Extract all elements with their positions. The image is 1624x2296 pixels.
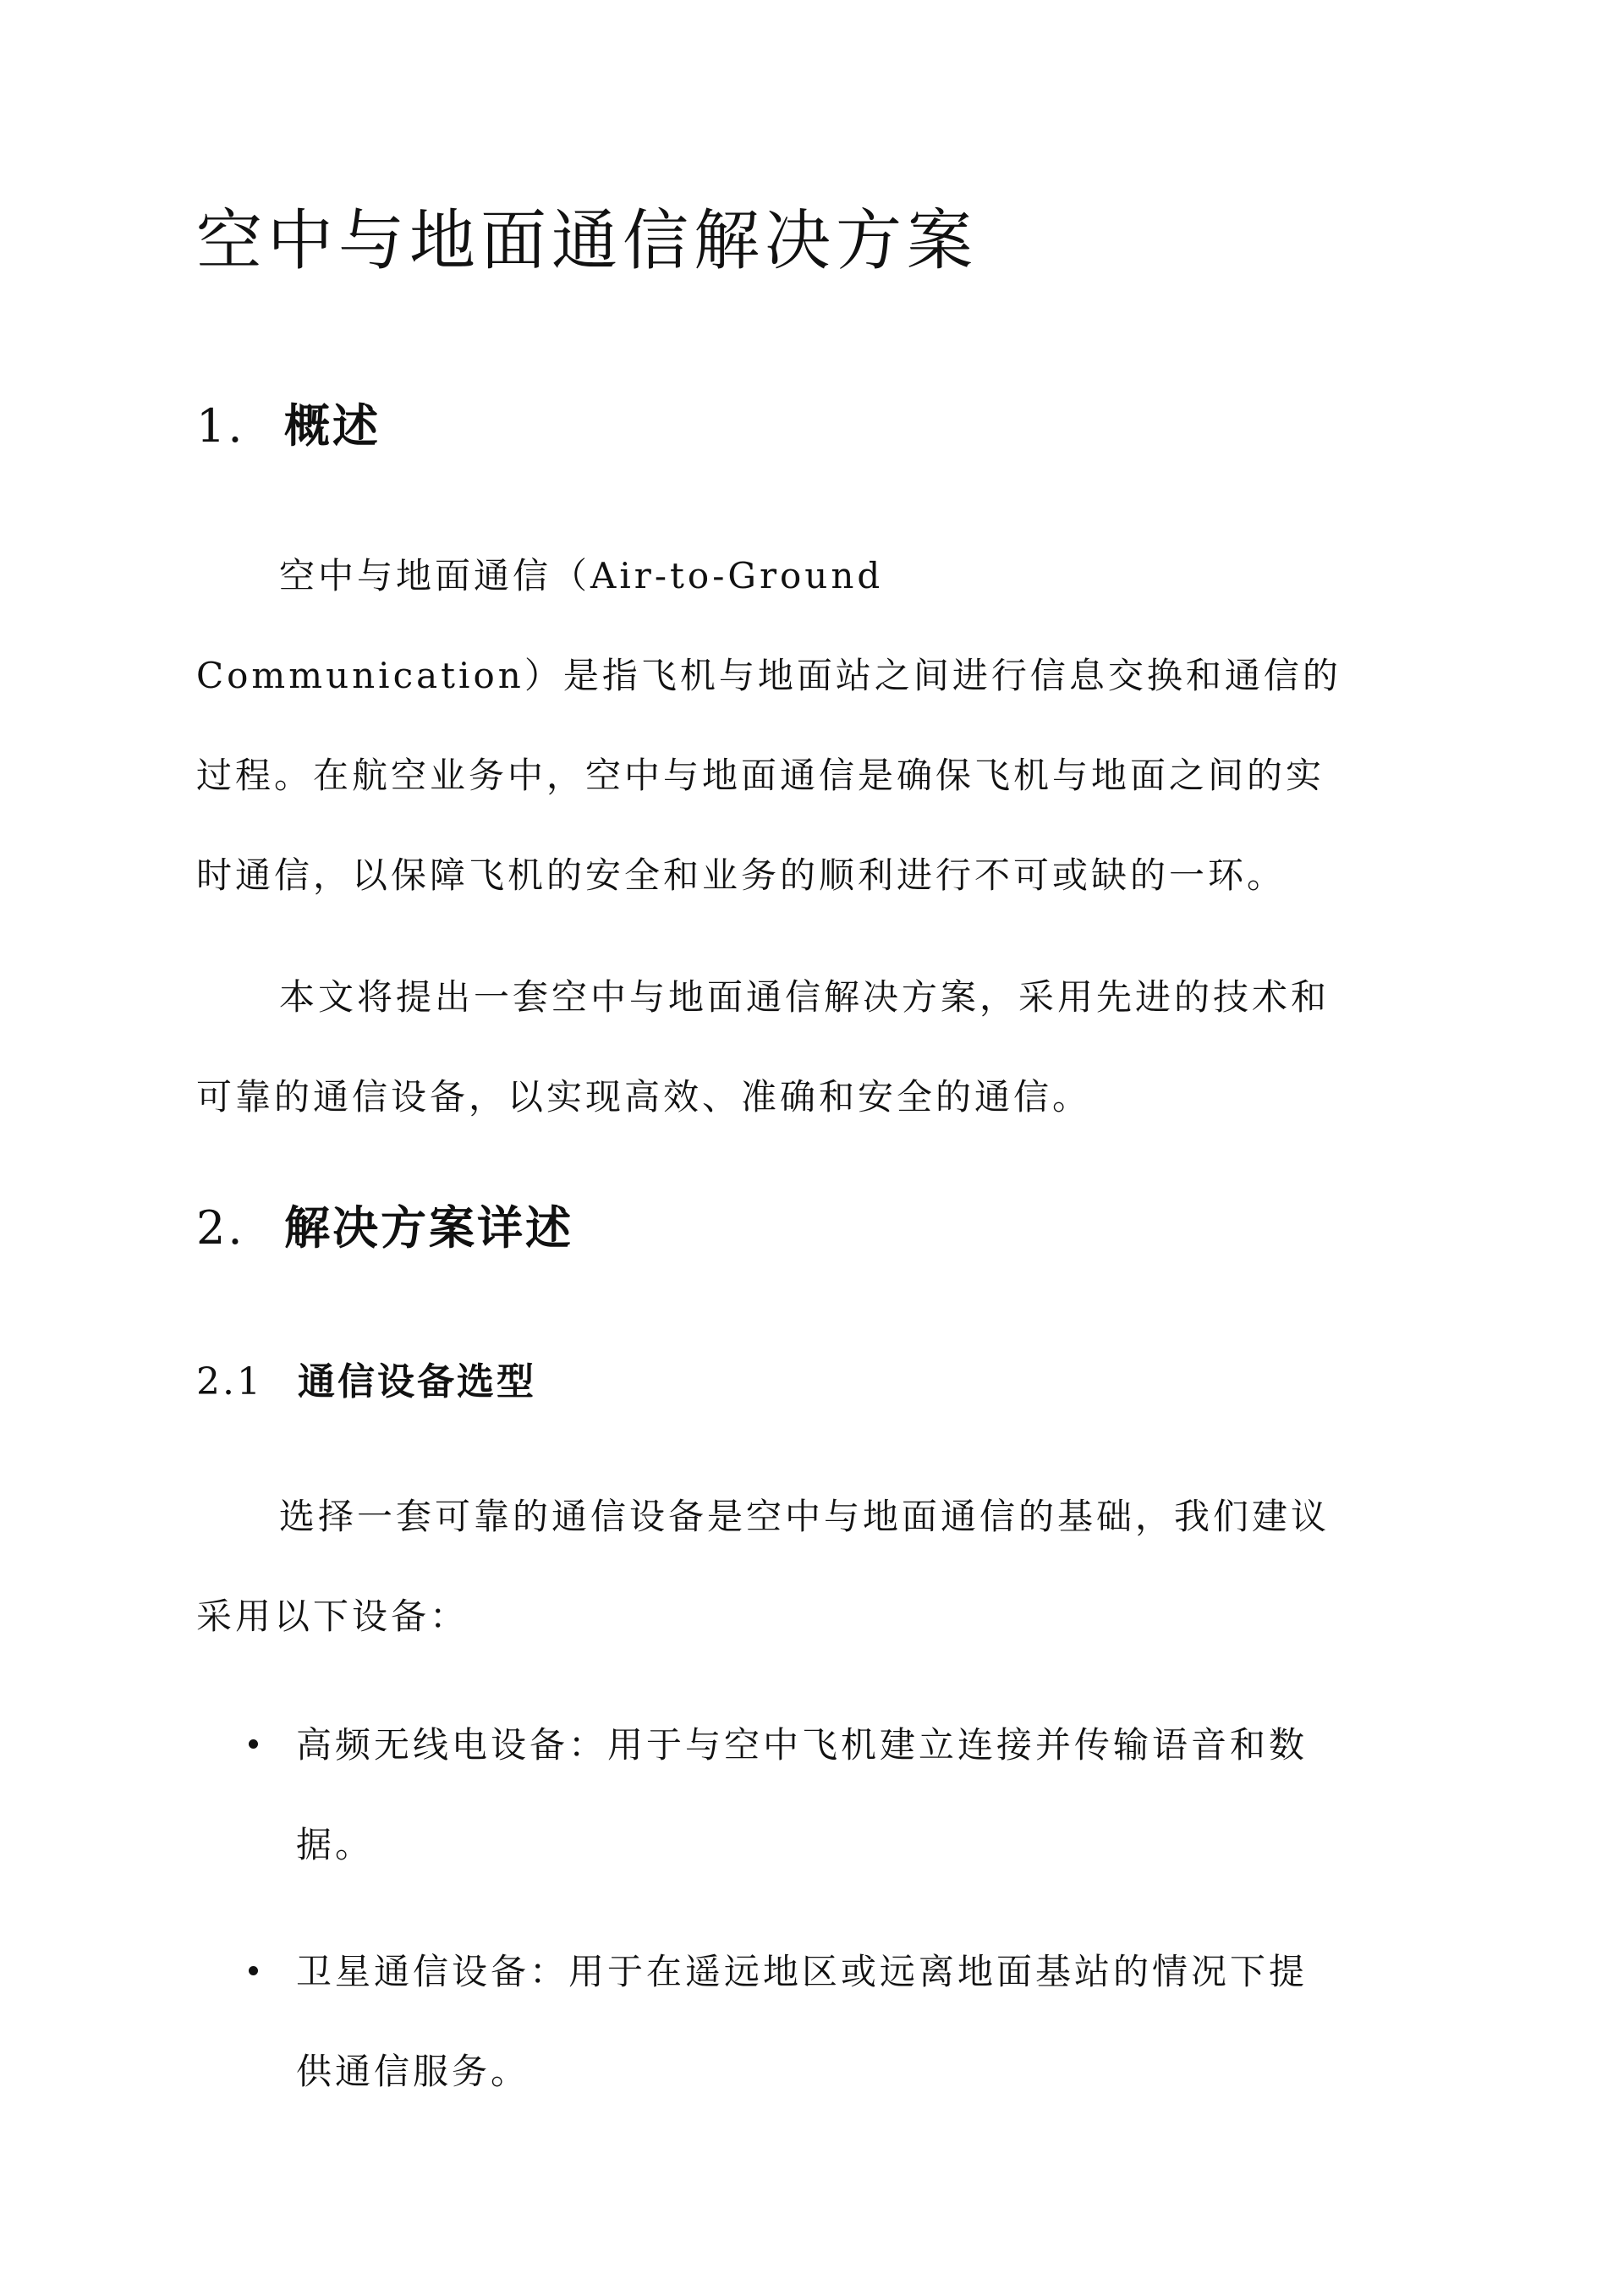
section-2-title: 解决方案详述 bbox=[284, 1200, 573, 1255]
list-item-text bbox=[296, 1695, 1440, 1895]
subsection-2-1-intro bbox=[196, 1467, 1440, 1667]
bullet-icon bbox=[249, 1966, 258, 1975]
section-1-paragraph-1 bbox=[196, 526, 1440, 926]
paragraph-line: 本文将提出一套空中与地面通信解决方案，采用先进的技术和 bbox=[279, 976, 1330, 1018]
subsection-2-1-title: 通信设备选型 bbox=[298, 1360, 536, 1403]
list-item-line: 供通信服务。 bbox=[296, 2051, 530, 2092]
section-1-title: 概述 bbox=[284, 398, 381, 453]
subsection-2-1-number: 2.1 bbox=[196, 1360, 263, 1403]
list-item-line: 卫星通信设备：用于在遥远地区或远离地面基站的情况下提 bbox=[296, 1951, 1309, 1992]
paragraph-line: 选择一套可靠的通信设备是空中与地面通信的基础，我们建议 bbox=[279, 1496, 1330, 1537]
paragraph-line: Communication）是指飞机与地面站之间进行信息交换和通信的 bbox=[196, 655, 1341, 696]
paragraph-line: 空中与地面通信（Air-to-Ground bbox=[279, 555, 884, 596]
section-1-heading bbox=[196, 396, 381, 456]
bullet-icon bbox=[249, 1739, 258, 1749]
list-item-text bbox=[296, 1922, 1440, 2122]
paragraph-line: 采用以下设备： bbox=[196, 1596, 469, 1637]
section-2-heading bbox=[196, 1198, 573, 1258]
section-2-number: 2. bbox=[196, 1201, 245, 1255]
subsection-2-1-heading bbox=[196, 1357, 536, 1408]
paragraph-line: 可靠的通信设备，以实现高效、准确和安全的通信。 bbox=[196, 1076, 1092, 1118]
document-title: 空中与地面通信解决方案 bbox=[196, 203, 979, 279]
paragraph-line: 时通信，以保障飞机的安全和业务的顺利进行不可或缺的一环。 bbox=[196, 854, 1287, 896]
section-1-number: 1. bbox=[196, 399, 245, 453]
section-1-paragraph-2 bbox=[196, 948, 1440, 1147]
list-item-line: 高频无线电设备：用于与空中飞机建立连接并传输语音和数 bbox=[296, 1724, 1309, 1766]
list-item-line: 据。 bbox=[296, 1824, 375, 1865]
paragraph-line: 过程。在航空业务中，空中与地面通信是确保飞机与地面之间的实 bbox=[196, 755, 1325, 796]
